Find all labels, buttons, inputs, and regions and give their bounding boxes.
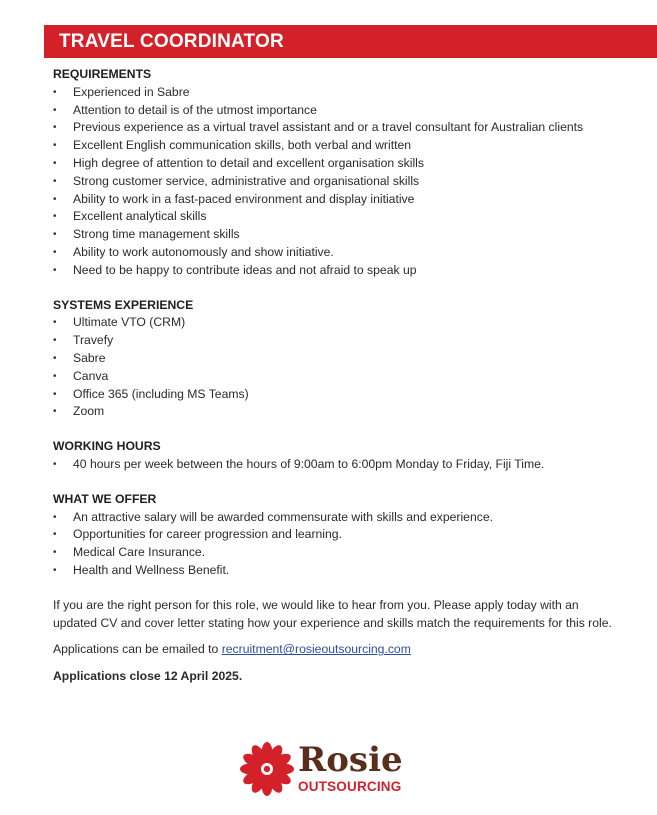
list-item: • Office 365 (including MS Teams) — [53, 386, 613, 404]
bullet-list — [53, 509, 613, 580]
title-banner — [44, 25, 657, 58]
list-item: • Opportunities for career progression and learning. — [53, 526, 613, 544]
job-title: TRAVEL COORDINATOR — [59, 30, 284, 52]
email-line — [53, 641, 613, 659]
list-item: • Need to be happy to contribute ideas and not afraid to speak up — [53, 262, 613, 280]
section-heading: WHAT WE OFFER — [53, 491, 157, 506]
section-working-hours — [53, 438, 613, 474]
section-heading: REQUIREMENTS — [53, 67, 152, 81]
list-item: • Ability to work in a fast-paced environment and display initiative — [53, 191, 613, 209]
section-heading: WORKING HOURS — [53, 439, 161, 454]
list-item: • Strong customer service, administrative and organisational skills — [53, 173, 613, 191]
list-item: • Excellent English communication skills, both verbal and written — [53, 137, 613, 155]
rosie-outsourcing-logo — [239, 740, 419, 798]
flower-icon — [239, 741, 295, 797]
list-item: • Ability to work autonomously and show initiative. — [53, 244, 613, 262]
list-item: • Sabre — [53, 350, 613, 368]
logo-subtitle: OUTSOURCING — [298, 779, 402, 794]
section-requirements — [53, 66, 613, 280]
email-prefix: Applications can be emailed to — [53, 642, 222, 657]
closing-date: Applications close 12 April 2025. — [53, 669, 243, 684]
list-item: • 40 hours per week between the hours of 9:00am to 6:00pm Monday to Friday, Fiji Time. — [53, 456, 613, 474]
list-item: • Attention to detail is of the utmost importance — [53, 102, 613, 120]
list-item: • Travefy — [53, 332, 613, 350]
bullet-list — [53, 84, 613, 280]
section-heading: SYSTEMS EXPERIENCE — [53, 297, 194, 312]
apply-paragraph: If you are the right person for this role, we would like to hear from you. Please apply today with an updated CV and cover letter stating how your experience and skills match the requirements for this role. — [53, 597, 612, 630]
list-item: • Health and Wellness Benefit. — [53, 562, 613, 580]
logo-wordmark: Rosie — [298, 740, 403, 780]
list-item: • Medical Care Insurance. — [53, 544, 613, 562]
list-item: • Ultimate VTO (CRM) — [53, 314, 613, 332]
list-item: • Previous experience as a virtual travel assistant and or a travel consultant for Australian clients — [53, 119, 613, 137]
list-item: • High degree of attention to detail and excellent organisation skills — [53, 155, 613, 173]
section-systems-experience — [53, 297, 613, 422]
list-item: • Strong time management skills — [53, 226, 613, 244]
list-item: • Canva — [53, 368, 613, 386]
list-item: • Excellent analytical skills — [53, 208, 613, 226]
email-link[interactable]: recruitment@rosieoutsourcing.com — [221, 642, 411, 657]
section-what-we-offer — [53, 491, 613, 580]
bullet-list — [53, 456, 613, 474]
job-description — [53, 66, 613, 686]
list-item: • Experienced in Sabre — [53, 84, 613, 102]
list-item: • An attractive salary will be awarded commensurate with skills and experience. — [53, 509, 613, 527]
bullet-list — [53, 314, 613, 421]
list-item: • Zoom — [53, 403, 613, 421]
